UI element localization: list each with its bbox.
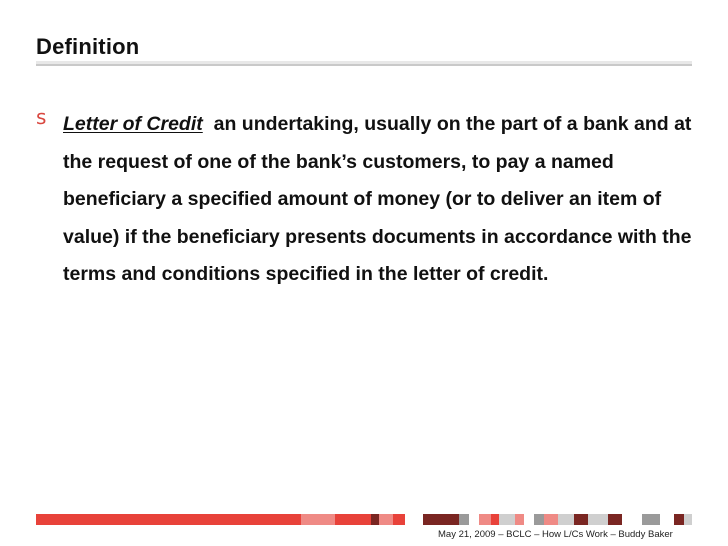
footer-bar-segment <box>499 514 515 525</box>
footer-bar-segment <box>674 514 684 525</box>
footer-decorative-bar <box>36 514 692 525</box>
bullet-marker: s <box>36 105 47 129</box>
footer-bar-segment <box>544 514 558 525</box>
definition-paragraph <box>63 106 703 294</box>
footer-bar-segment <box>491 514 499 525</box>
footer-bar-segment <box>301 514 335 525</box>
definition-text: an undertaking, usually on the part of a bank and at the request of one of the bank’s customers, to pay a named beneficiary a specified amount of money (or to deliver an item of value) if the beneficiary presents documents in accordance with the terms and conditions specified in the letter of credit. <box>63 113 692 285</box>
footer-bar-segment <box>393 514 405 525</box>
footer-bar-segment <box>534 514 544 525</box>
footer-bar-segment <box>622 514 642 525</box>
footer-bar-segment <box>588 514 608 525</box>
footer-bar-segment <box>660 514 674 525</box>
footer-bar-segment <box>515 514 525 525</box>
footer-bar-segment <box>36 514 301 525</box>
defined-term: Letter of Credit <box>63 113 203 135</box>
footer-bar-segment <box>608 514 622 525</box>
title-underline <box>36 64 692 66</box>
footer-bar-segment <box>524 514 534 525</box>
footer-bar-segment <box>558 514 574 525</box>
footer-caption: May 21, 2009 – BCLC – How L/Cs Work – Buddy Baker <box>438 529 673 540</box>
footer-bar-segment <box>684 514 692 525</box>
footer-bar-segment <box>479 514 491 525</box>
footer-bar-segment <box>423 514 459 525</box>
footer-bar-segment <box>642 514 660 525</box>
footer-bar-segment <box>371 514 379 525</box>
footer-bar-segment <box>405 514 423 525</box>
footer-bar-segment <box>469 514 479 525</box>
footer-bar-segment <box>574 514 588 525</box>
slide-title: Definition <box>36 34 140 59</box>
footer-bar-segment <box>335 514 371 525</box>
footer-bar-segment <box>459 514 469 525</box>
footer-bar-segment <box>379 514 393 525</box>
